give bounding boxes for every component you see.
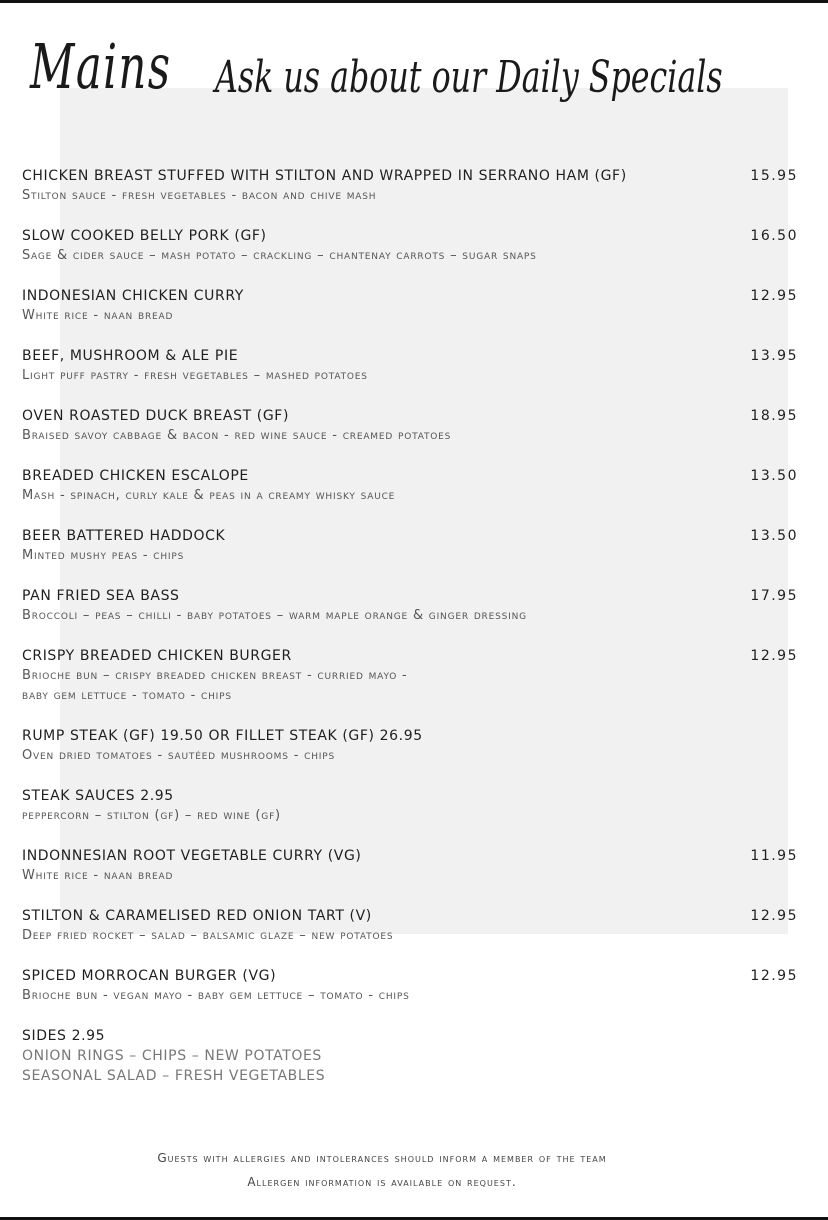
item-price: 12.95 (750, 908, 798, 924)
menu-item (22, 526, 802, 586)
item-description: Brioche bun - vegan mayo - baby gem lettuce – tomato - chips (22, 988, 410, 1003)
item-description: Deep fried rocket – salad – balsamic glaze – new potatoes (22, 928, 394, 943)
allergen-line: Guests with allergies and intolerances should inform a member of the team (157, 1151, 607, 1165)
item-name: SLOW COOKED BELLY PORK (GF) (22, 228, 267, 244)
menu-item (22, 846, 802, 906)
item-description: Oven dried tomatoes - sautéed mushrooms - chips (22, 748, 335, 763)
sides-title: SIDES 2.95 (22, 1028, 106, 1044)
item-name: INDONESIAN CHICKEN CURRY (22, 288, 244, 304)
item-name: SPICED MORROCAN BURGER (VG) (22, 968, 277, 984)
item-description: Minted mushy peas - chips (22, 548, 185, 563)
menu-item (22, 786, 802, 846)
item-name: STEAK SAUCES 2.95 (22, 788, 174, 804)
item-description: Broccoli – peas – chilli - baby potatoes – warm maple orange & ginger dressing (22, 608, 527, 623)
menu-item (22, 406, 802, 466)
item-price: 12.95 (750, 288, 798, 304)
item-description: White rice - naan bread (22, 868, 174, 883)
allergen-line: Allergen information is available on request. (247, 1175, 517, 1189)
menu-item (22, 906, 802, 966)
item-name: INDONNESIAN ROOT VEGETABLE CURRY (VG) (22, 848, 362, 864)
item-name: STILTON & CARAMELISED RED ONION TART (V) (22, 908, 372, 924)
allergen-notice (0, 1146, 764, 1194)
menu-item (22, 726, 802, 786)
item-price: 15.95 (750, 168, 798, 184)
item-description: peppercorn – stilton (gf) – red wine (gf) (22, 808, 281, 823)
item-price: 18.95 (750, 408, 798, 424)
menu-item (22, 466, 802, 526)
item-name: CRISPY BREADED CHICKEN BURGER (22, 648, 292, 664)
menu-item (22, 646, 802, 726)
item-description: White rice - naan bread (22, 308, 174, 323)
item-price: 12.95 (750, 968, 798, 984)
item-description: Mash - spinach, curly kale & peas in a creamy whisky sauce (22, 488, 396, 503)
item-name: BREADED CHICKEN ESCALOPE (22, 468, 249, 484)
item-price: 17.95 (750, 588, 798, 604)
item-name: PAN FRIED SEA BASS (22, 588, 180, 604)
menu-item (22, 346, 802, 406)
item-description: Sage & cider sauce – mash potato – crackling – chantenay carrots – sugar snaps (22, 248, 537, 263)
item-price: 13.50 (750, 468, 798, 484)
item-description: Light puff pastry - fresh vegetables – mashed potatoes (22, 368, 368, 383)
page-title: Mains (30, 30, 172, 103)
menu-item (22, 966, 802, 1026)
item-price: 12.95 (750, 648, 798, 664)
item-description: Brioche bun – crispy breaded chicken breast - curried mayo - (22, 668, 408, 683)
menu-item (22, 166, 802, 226)
item-description-cont: baby gem lettuce - tomato - chips (22, 688, 232, 703)
item-name: OVEN ROASTED DUCK BREAST (GF) (22, 408, 290, 424)
item-price: 16.50 (750, 228, 798, 244)
item-price: 13.95 (750, 348, 798, 364)
item-name: CHICKEN BREAST STUFFED WITH STILTON AND WRAPPED IN SERRANO HAM (GF) (22, 168, 627, 184)
item-name: BEEF, MUSHROOM & ALE PIE (22, 348, 239, 364)
menu-item (22, 226, 802, 286)
menu-item (22, 586, 802, 646)
item-price: 13.50 (750, 528, 798, 544)
top-border (0, 0, 828, 3)
menu-header (30, 30, 730, 140)
sides-line: ONION RINGS – CHIPS – NEW POTATOES (22, 1048, 322, 1064)
item-name: RUMP STEAK (GF) 19.50 OR FILLET STEAK (GF) 26.95 (22, 728, 423, 744)
item-name: BEER BATTERED HADDOCK (22, 528, 226, 544)
menu-list (22, 166, 802, 1106)
menu-item (22, 286, 802, 346)
sides-section (22, 1026, 802, 1106)
sides-line: SEASONAL SALAD – FRESH VEGETABLES (22, 1068, 326, 1084)
item-description: Braised savoy cabbage & bacon - red wine sauce - creamed potatoes (22, 428, 452, 443)
item-price: 11.95 (750, 848, 798, 864)
specials-subtitle: Ask us about our Daily Specials (215, 52, 723, 103)
item-description: Stilton sauce - fresh vegetables - bacon and chive mash (22, 188, 377, 203)
